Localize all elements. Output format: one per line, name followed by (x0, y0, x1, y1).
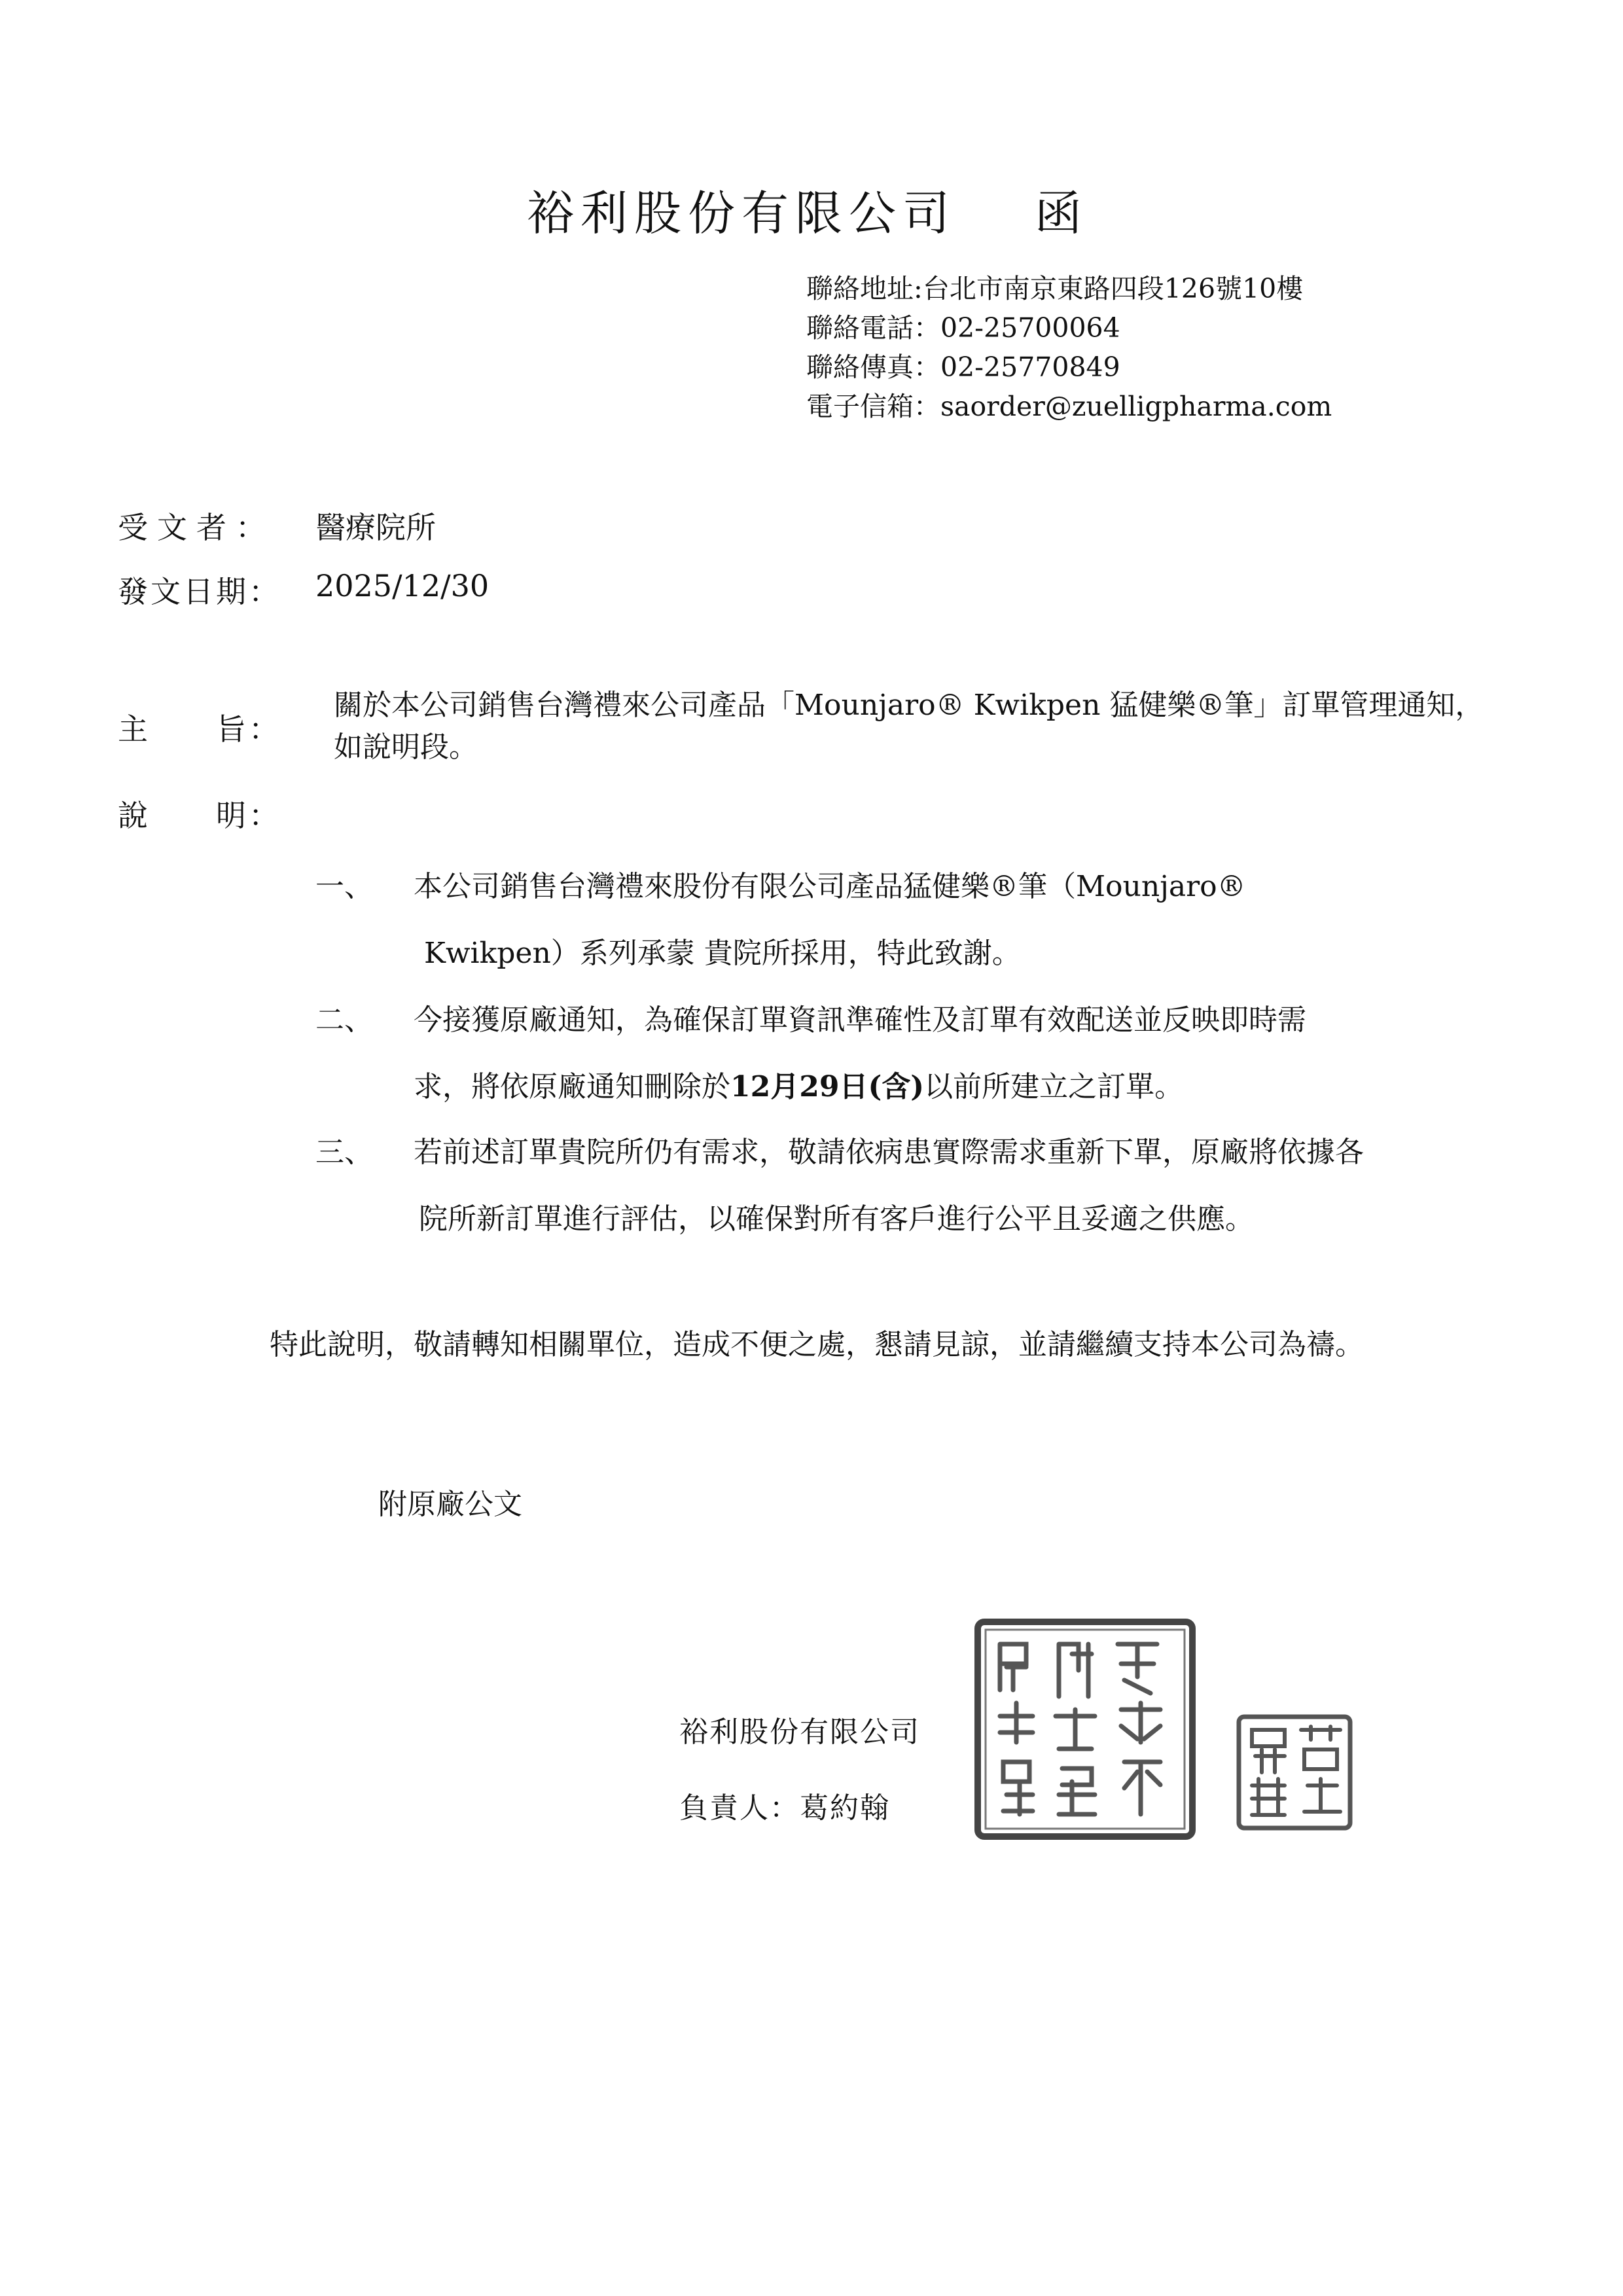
person-seal (1236, 1713, 1353, 1831)
item-3-line-1: 若前述訂單貴院所仍有需求，敬請依病患實際需求重新下單，原廠將依據各 (414, 1136, 1364, 1169)
item-3-number: 三、 (315, 1136, 373, 1169)
subject-text: 關於本公司銷售台灣禮來公司產品「Mounjaro® Kwikpen 猛健樂®筆」訂單管理通知，如說明段。 (334, 689, 1484, 764)
item-1-line-1: 本公司銷售台灣禮來股份有限公司產品猛健樂®筆（Mounjaro® (414, 870, 1246, 903)
item-1-number: 一、 (315, 870, 373, 903)
subject-label: 主 旨： (118, 711, 281, 747)
recipient-label: 受文者： (118, 510, 275, 545)
item-2-line-1: 今接獲原廠通知，為確保訂單資訊準確性及訂單有效配送並反映即時需 (414, 1003, 1306, 1037)
recipient-value: 醫療院所 (315, 510, 436, 545)
doc-type: 函 (1035, 186, 1089, 241)
signature-person: 負責人：葛約翰 (679, 1791, 890, 1825)
contact-address: 聯絡地址:台北市南京東路四段126號10樓 (806, 273, 1304, 304)
item-3-line-2: 院所新訂單進行評估，以確保對所有客戶進行公平且妥適之供應。 (419, 1202, 1254, 1236)
signature-company: 裕利股份有限公司 (679, 1715, 920, 1749)
document-title (527, 175, 1088, 243)
item-2-number: 二、 (315, 1003, 373, 1037)
item-2-line-2: 求，將依原廠通知刪除於12月29日(含)以前所建立之訂單。 (414, 1070, 1184, 1103)
explanation-label: 說 明： (118, 798, 281, 833)
contact-email: 電子信箱：saorder@zuelligpharma.com (806, 391, 1332, 422)
date-value: 2025/12/30 (315, 568, 490, 603)
contact-phone: 聯絡電話：02-25700064 (806, 312, 1120, 344)
contact-fax: 聯絡傳真：02-25770849 (806, 351, 1120, 383)
company-title: 裕利股份有限公司 (527, 186, 957, 241)
company-seal (974, 1618, 1196, 1840)
date-label: 發文日期： (118, 574, 281, 609)
item-1-line-2: Kwikpen）系列承蒙 貴院所採用，特此致謝。 (424, 937, 1021, 970)
closing-text: 特此說明，敬請轉知相關單位，造成不便之處，懇請見諒，並請繼續支持本公司為禱。 (270, 1328, 1364, 1361)
deadline-date: 12月29日(含) (730, 1070, 925, 1103)
attachment-note: 附原廠公文 (378, 1488, 522, 1521)
